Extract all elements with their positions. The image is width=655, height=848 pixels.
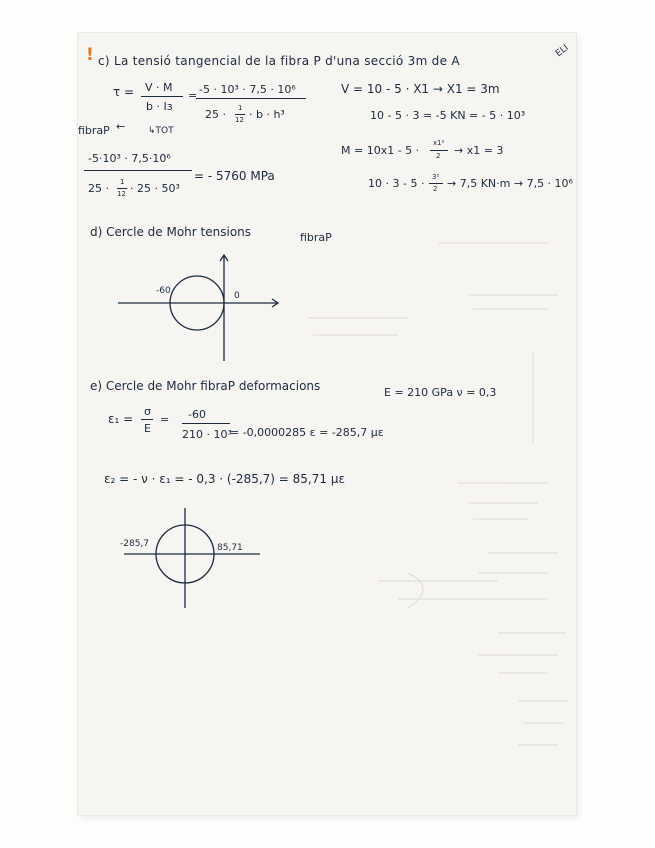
tau-numerator: V · M <box>145 81 173 94</box>
mohr-circle-strain <box>78 33 576 815</box>
strain-label-left: -285,7 <box>120 539 150 549</box>
moment-equation-a: M = 10x1 - 5 · <box>341 144 420 157</box>
material-params: E = 210 GPa ν = 0,3 <box>384 386 497 399</box>
warning-mark: ! <box>86 45 94 65</box>
line2-denominator-b: · 25 · 50³ <box>130 182 180 195</box>
section-e-heading: e) Cercle de Mohr fibraP deformacions <box>90 379 321 393</box>
section-c-heading: c) La tensió tangencial de la fibra P d'una secció 3m de A <box>98 54 460 68</box>
epsilon1-numerator: -60 <box>188 408 206 421</box>
stress-label-left: -60 <box>156 286 171 296</box>
tau-denominator-b: · b · h³ <box>249 108 285 121</box>
epsilon2-line: ε₂ = - ν · ε₁ = - 0,3 · (-285,7) = 85,71 με <box>104 472 345 486</box>
header-fragment: ELI <box>554 43 571 60</box>
tau-denominator: b · Iз <box>146 100 173 113</box>
epsilon1-denominator: 210 · 10³ <box>182 428 232 441</box>
frac-bottom: E <box>144 422 151 435</box>
tau-result: = - 5760 MPa <box>194 169 275 183</box>
frac-bottom: 12 <box>117 190 126 198</box>
equals-sign: = <box>160 413 170 426</box>
frac-top: σ <box>144 405 151 418</box>
frac-top: x1² <box>433 139 445 147</box>
frac-top: 1 <box>120 178 125 186</box>
arrow-left: ← <box>116 120 126 133</box>
frac-bottom: 2 <box>436 152 441 160</box>
tau-denominator-a: 25 · <box>205 108 226 121</box>
strain-label-right: 85,71 <box>217 543 243 553</box>
frac-top: 3² <box>432 173 440 181</box>
moment-value: → 7,5 KN·m → 7,5 · 10⁶ <box>447 177 573 190</box>
moment-calc-a: 10 · 3 - 5 · <box>368 177 425 190</box>
frac-bottom: 12 <box>235 116 244 124</box>
tot-label: ↳TOT <box>148 126 174 136</box>
frac-top: 1 <box>238 104 243 112</box>
epsilon1-result: = -0,0000285 ε = -285,7 με <box>230 426 384 439</box>
section-d-heading: d) Cercle de Mohr tensions <box>90 225 252 239</box>
shear-value: 10 - 5 · 3 = -5 KN = - 5 · 10³ <box>370 109 526 122</box>
equals-sign: = <box>188 89 198 102</box>
frac-bottom: 2 <box>433 185 438 193</box>
fibra-label: fibraP <box>78 124 110 137</box>
moment-equation-b: → x1 = 3 <box>454 144 504 157</box>
tau-numerator-values: -5 · 10³ · 7,5 · 10⁶ <box>199 83 296 96</box>
stress-label-right: 0 <box>234 291 240 301</box>
handwritten-page <box>78 33 576 815</box>
tau-lhs: τ = <box>113 85 135 99</box>
line2-numerator: -5·10³ · 7,5·10⁶ <box>88 152 171 165</box>
fibra-label-d: fibraP <box>300 231 332 244</box>
shear-equation: V = 10 - 5 · X1 → X1 = 3m <box>341 82 500 96</box>
epsilon1-lhs: ε₁ = <box>108 412 134 426</box>
line2-denominator-a: 25 · <box>88 182 109 195</box>
